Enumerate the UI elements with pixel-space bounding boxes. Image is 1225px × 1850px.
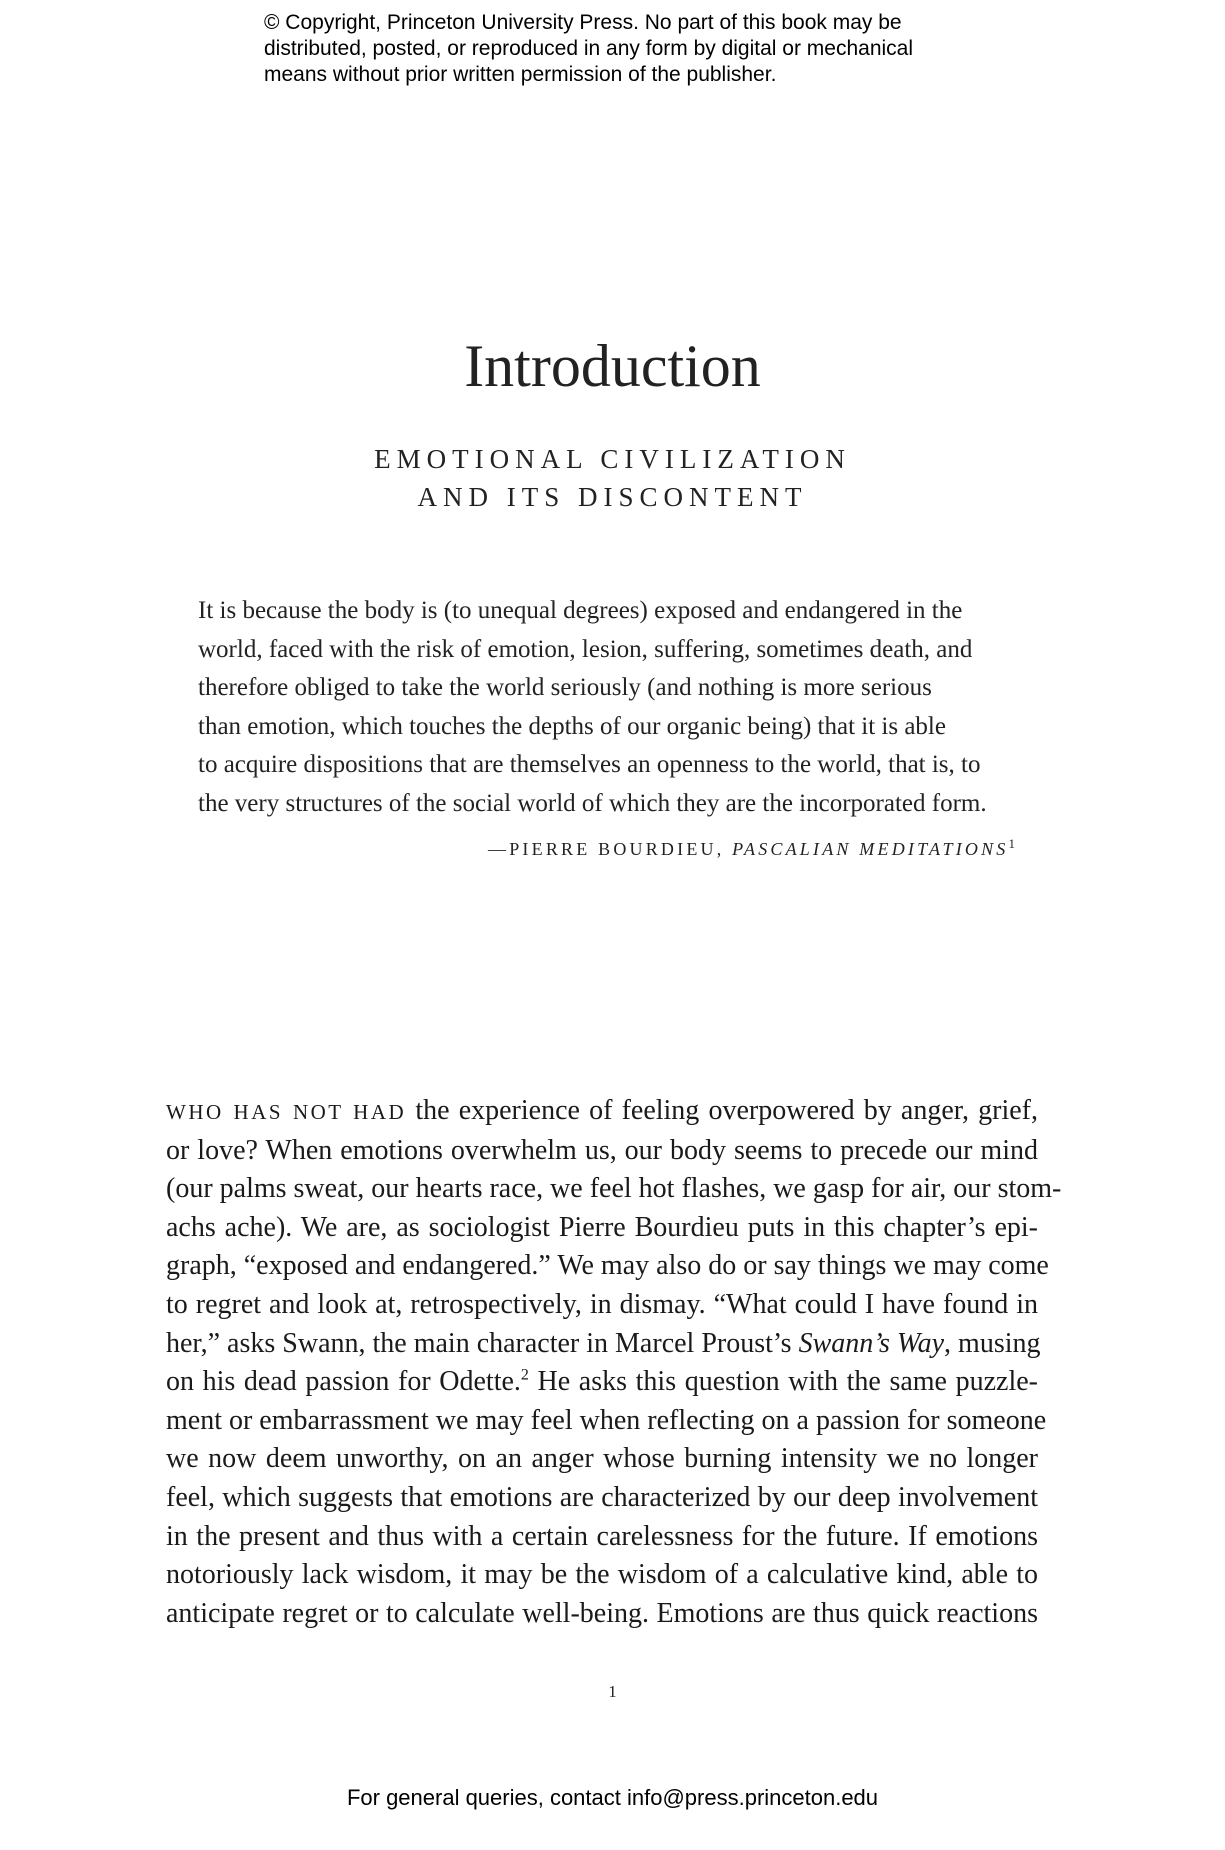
body-line — [166, 1325, 1041, 1364]
chapter-title: Introduction — [464, 333, 761, 399]
lead-in-smallcaps: WHO HAS NOT HAD — [166, 1100, 407, 1124]
body-line-text: the experience of feeling overpowered by anger, grief, — [415, 1095, 1038, 1126]
copyright-notice — [264, 10, 984, 88]
page-number: 1 — [608, 1682, 617, 1701]
footer-contact: For general queries, contact info@press.princeton.edu — [346, 1785, 879, 1810]
footnote-marker[interactable]: 2 — [520, 1366, 529, 1384]
chapter-subtitle — [0, 440, 1225, 516]
subtitle-line: EMOTIONAL CIVILIZATION — [374, 444, 851, 474]
epigraph-attribution — [488, 836, 1015, 860]
epigraph-line: therefore obliged to take the world seriously (and nothing is more serious — [198, 674, 932, 701]
body-line: anticipate regret or to calculate well-being. Emotions are thus quick reactions — [166, 1597, 1038, 1629]
body-line-text: , musing — [944, 1327, 1041, 1359]
body-line: notoriously lack wisdom, it may be the wisdom of a calculative kind, able to — [166, 1559, 1038, 1591]
body-line: we now deem unworthy, on an anger whose burning intensity we no longer — [166, 1443, 1038, 1475]
book-title-italic: Swann’s Way — [798, 1327, 945, 1359]
body-line — [166, 1363, 1038, 1402]
epigraph-line: the very structures of the social world of which they are the incorporated form. — [198, 789, 987, 817]
attribution-author: —PIERRE BOURDIEU, — [488, 839, 725, 859]
body-line-text: on his dead passion for Odette. — [166, 1366, 521, 1398]
epigraph — [198, 592, 1008, 823]
footnote-marker[interactable]: 1 — [1008, 836, 1015, 851]
epigraph-line: to acquire dispositions that are themselves an openness to the world, that is, to — [198, 751, 981, 778]
body-line: to regret and look at, retrospectively, in dismay. “What could I have found in — [166, 1288, 1038, 1320]
body-line: in the present and thus with a certain carelessness for the future. If emotions — [166, 1520, 1038, 1552]
epigraph-line: world, faced with the risk of emotion, lesion, suffering, sometimes death, and — [198, 635, 973, 663]
body-line-text: He asks this question with the same puzzle- — [528, 1366, 1038, 1398]
body-line: ment or embarrassment we may feel when reflecting on a passion for someone — [166, 1404, 1047, 1436]
epigraph-line: It is because the body is (to unequal degrees) exposed and endangered in the — [198, 597, 963, 624]
body-line-text: her,” asks Swann, the main character in Marcel Proust’s — [166, 1327, 792, 1359]
body-line: graph, “exposed and endangered.” We may also do or say things we may come — [166, 1250, 1049, 1282]
copyright-line: means without prior written permission of the publisher. — [264, 63, 777, 86]
epigraph-line: than emotion, which touches the depths of our organic being) that it is able — [198, 712, 946, 740]
body-line: (our palms sweat, our hearts race, we feel hot flashes, we gasp for air, our stom- — [166, 1173, 1062, 1205]
body-line: or love? When emotions overwhelm us, our body seems to precede our mind — [166, 1134, 1038, 1166]
copyright-line: © Copyright, Princeton University Press. No part of this book may be — [264, 11, 902, 34]
body-text — [166, 1092, 1062, 1633]
copyright-line: distributed, posted, or reproduced in any form by digital or mechanical — [264, 37, 914, 60]
body-line: feel, which suggests that emotions are characterized by our deep involvement — [166, 1481, 1038, 1513]
subtitle-line: AND ITS DISCONTENT — [417, 482, 808, 512]
body-line — [166, 1092, 1038, 1132]
body-line: achs ache). We are, as sociologist Pierre Bourdieu puts in this chapter’s epi- — [166, 1211, 1038, 1243]
attribution-work: PASCALIAN MEDITATIONS — [732, 839, 1009, 859]
